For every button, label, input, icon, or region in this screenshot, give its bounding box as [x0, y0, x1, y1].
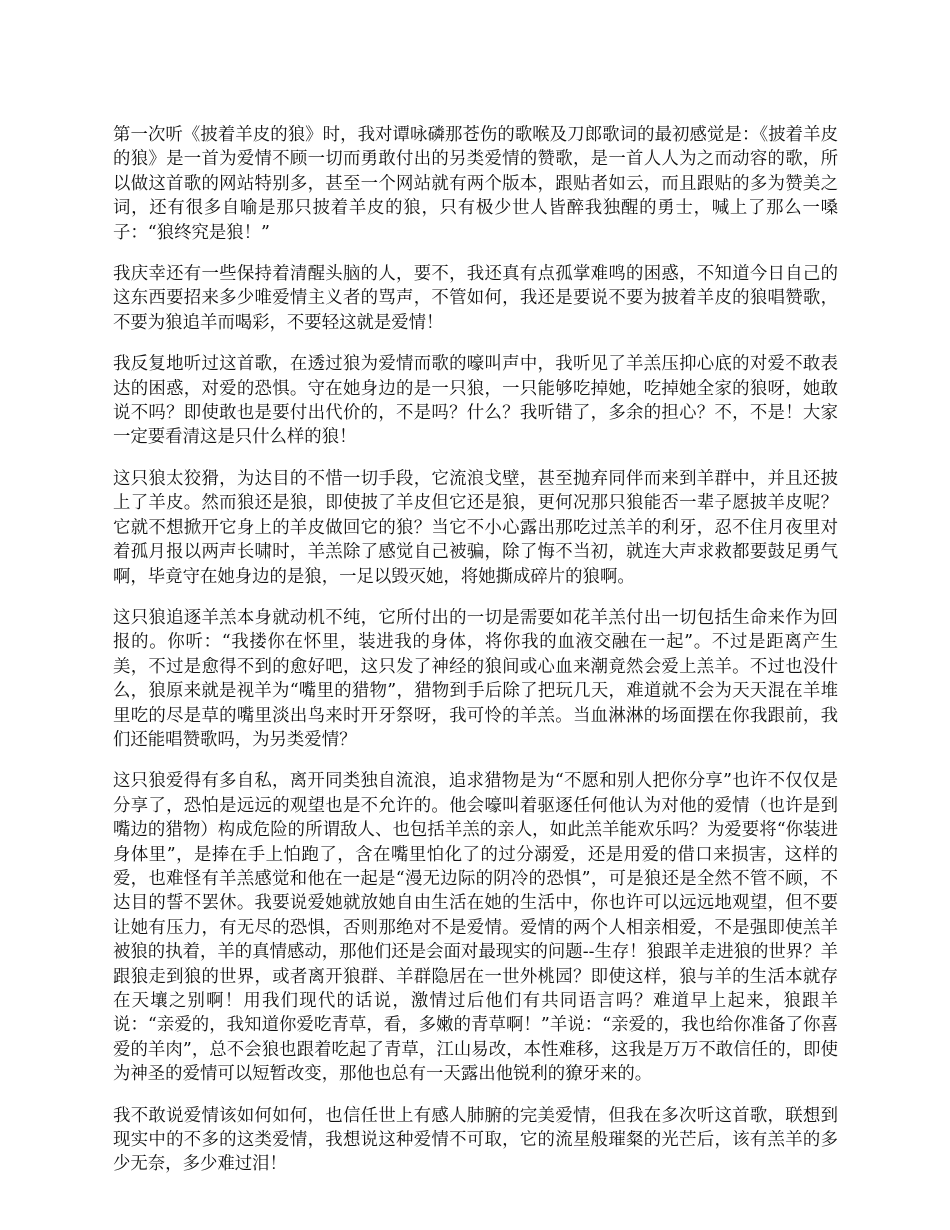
- paragraph-6: 这只狼爱得有多自私，离开同类独自流浪，追求猎物是为“不愿和别人把你分享”也许不仅仅是分享了，恐怕是远远的观望也是不允许的。他会嚎叫着驱逐任何他认为对他的爱情（也许是到嘴边的猎物）构成危险的所谓敌人、也包括羊羔的亲人，如此羔羊能欢乐吗？为爱要将“你装进身体里”，是捧在手上怕跑了，含在嘴里怕化了的过分溺爱，还是用爱的借口来损害，这样的爱，也难怪有羊羔感觉和他在一起是“漫无边际的阴冷的恐惧”，可是狼还是全然不管不顾，不达目的誓不罢休。我要说爱她就放她自由生活在她的生活中，你也许可以远远地观望，但不要让她有压力，有无尽的恐惧，否则那绝对不是爱情。爱情的两个人相亲相爱，不是强即使羔羊被狼的执着，羊的真情感动，那他们还是会面对最现实的问题--生存！狼跟羊走进狼的世界？羊跟狼走到狼的世界，或者离开狼群、羊群隐居在一世外桃园？即使这样，狼与羊的生活本就存在天壤之别啊！用我们现代的话说，激情过后他们有共同语言吗？难道早上起来，狼跟羊说：“亲爱的，我知道你爱吃青草，看，多嫩的青草啊！”羊说：“亲爱的，我也给你准备了你喜爱的羊肉”，总不会狼也跟着吃起了青草，江山易改，本性难移，这我是万万不敢信任的，即使为神圣的爱情可以短暂改变，那他也总有一天露出他锐利的獠牙来的。: [113, 771, 838, 1085]
- paragraph-4: 这只狼太狡猾，为达目的不惜一切手段，它流浪戈壁，甚至抛弃同伴而来到羊群中，并且还披上了羊皮。然而狼还是狼，即使披了羊皮但它还是狼，更何况那只狼能否一辈子愿披羊皮呢？它就不想掀开它身上的羊皮做回它的狼？当它不小心露出那吃过羔羊的利牙，忍不住月夜里对着孤月报以两声长啸时，羊羔除了感觉自己被骗，除了悔不当初，就连大声求救都要鼓足勇气啊，毕竟守在她身边的是狼，一足以毁灭她，将她撕成碎片的狼啊。: [113, 468, 838, 587]
- paragraph-2: 我庆幸还有一些保持着清醒头脑的人，要不，我还真有点孤掌难鸣的困惑，不知道今日自己的这东西要招来多少唯爱情主义者的骂声，不管如何，我还是要说不要为披着羊皮的狼唱赞歌，不要为狼追羊而喝彩，不要轻这就是爱情！: [113, 264, 838, 333]
- document-body: [113, 123, 838, 1194]
- paragraph-3: 我反复地听过这首歌，在透过狼为爱情而歌的嚎叫声中，我听见了羊羔压抑心底的对爱不敢表达的困惑，对爱的恐惧。守在她身边的是一只狼，一只能够吃掉她，吃掉她全家的狼呀，她敢说不吗？即使敢也是要付出代价的，不是吗？什么？我听错了，多余的担心？不，不是！大家一定要看清这是只什么样的狼！: [113, 354, 838, 448]
- paragraph-7: 我不敢说爱情该如何如何，也信任世上有感人肺腑的完美爱情，但我在多次听这首歌，联想到现实中的不多的这类爱情，我想说这种爱情不可取，它的流星般璀粲的光芒后，该有羔羊的多少无奈，多少难过泪！: [113, 1105, 838, 1175]
- paragraph-5: 这只狼追逐羊羔本身就动机不纯，它所付出的一切是需要如花羊羔付出一切包括生命来作为回报的。你听：“我搂你在怀里，装进我的身体，将你我的血液交融在一起”。不过是距离产生美，不过是愈得不到的愈好吧，这只发了神经的狼间或心血来潮竟然会爱上羔羊。不过也没什么，狼原来就是视羊为“嘴里的猎物”，猎物到手后除了把玩几天，难道就不会为天天混在羊堆里吃的尽是草的嘴里淡出鸟来时开牙祭呀，我可怜的羊羔。当血淋淋的场面摆在你我跟前，我们还能唱赞歌吗，为另类爱情？: [113, 607, 838, 750]
- paragraph-1: 第一次听《披着羊皮的狼》时，我对谭咏磷那苍伤的歌喉及刀郎歌词的最初感觉是：《披着羊皮的狼》是一首为爱情不顾一切而勇敢付出的另类爱情的赞歌，是一首人人为之而动容的歌，所以做这首歌的网站特别多，甚至一个网站就有两个版本，跟贴者如云，而且跟贴的多为赞美之词，还有很多自喻是那只披着羊皮的狼，只有极少世人皆醉我独醒的勇士，喊上了那么一嗓子：“狼终究是狼！”: [113, 125, 838, 243]
